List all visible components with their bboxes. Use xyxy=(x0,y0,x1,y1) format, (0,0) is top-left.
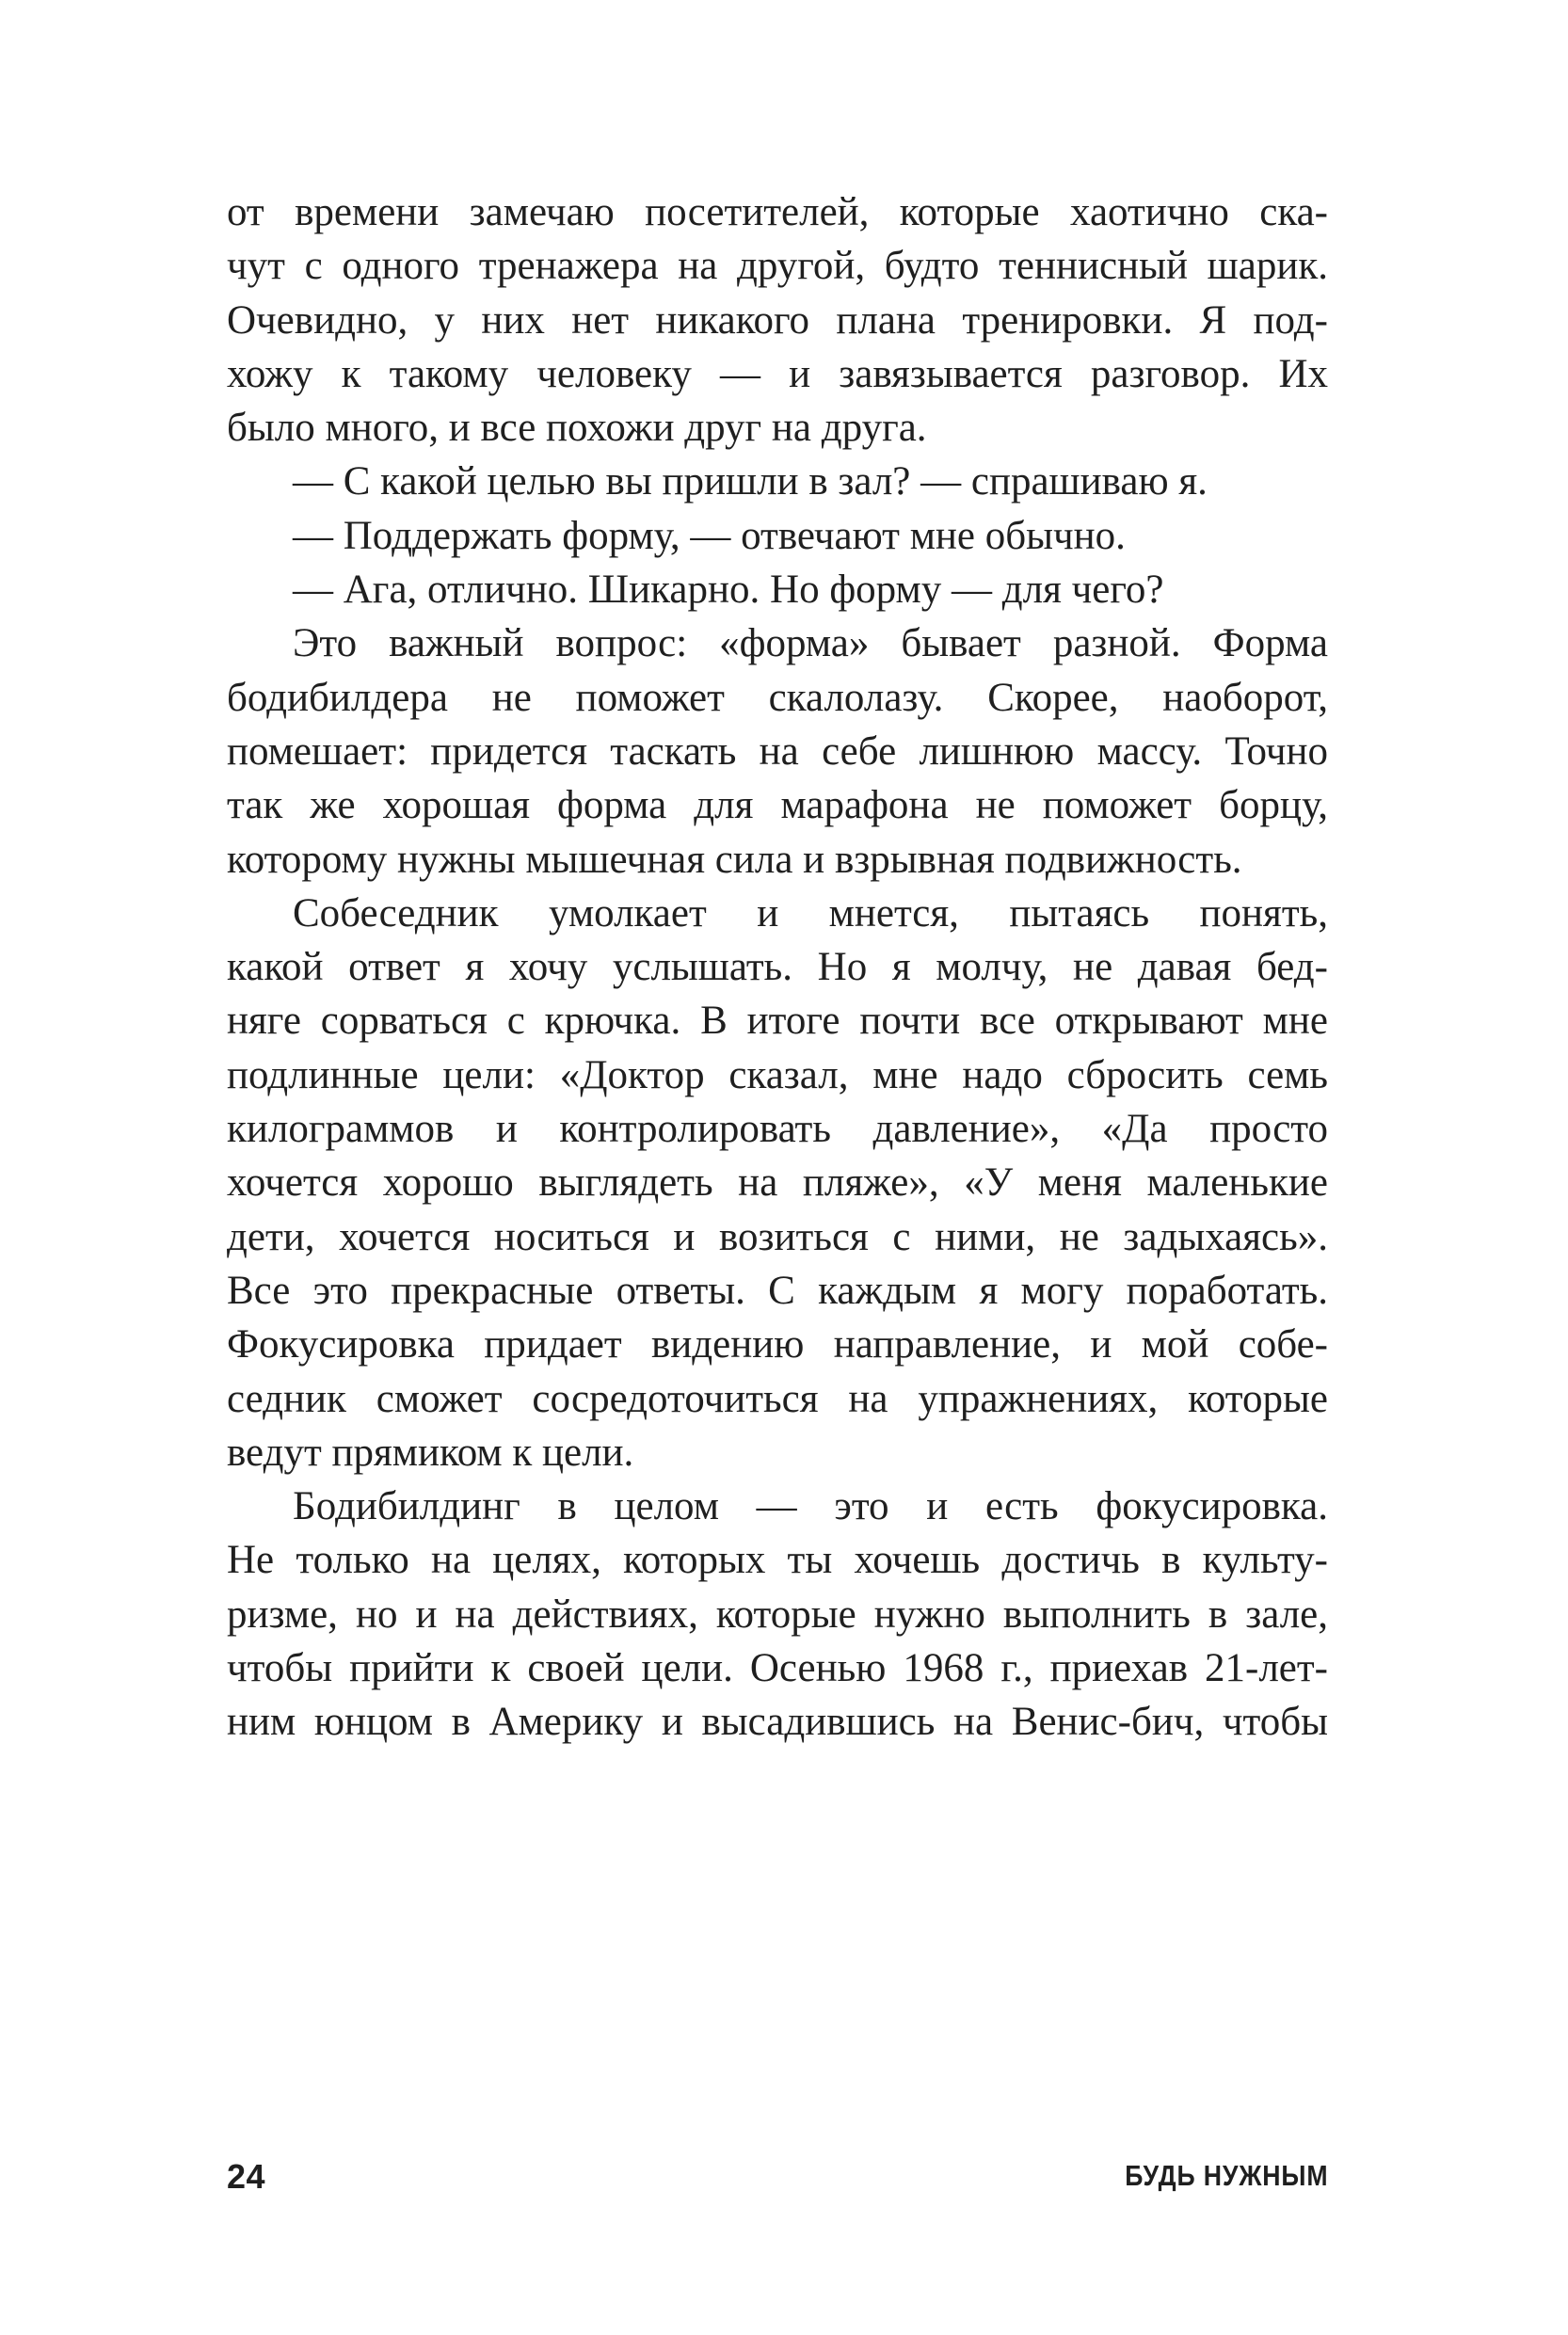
text-line: чтобы прийти к своей цели. Осенью 1968 г., приехав 21-лет- xyxy=(227,1646,1328,1691)
text-line: было много, и все похожи друг на друга. xyxy=(227,406,927,451)
text-line: ведут прямиком к цели. xyxy=(227,1430,634,1475)
text-line: какой ответ я хочу услышать. Но я молчу, не давая бед- xyxy=(227,945,1328,990)
dialogue-line: — С какой целью вы пришли в зал? — спрашиваю я. xyxy=(293,459,1208,504)
body-text xyxy=(227,185,1328,1750)
dialogue-line: — Ага, отлично. Шикарно. Но форму — для чего? xyxy=(293,568,1164,613)
text-line: няге сорваться с крючка. В итоге почти все открывают мне xyxy=(227,999,1328,1044)
page-footer xyxy=(227,2157,1328,2204)
text-line: ризме, но и на действиях, которые нужно выполнить в зале, xyxy=(227,1591,1328,1637)
text-line: Собеседник умолкает и мнется, пытаясь понять, xyxy=(293,890,1328,936)
page-number: 24 xyxy=(227,2157,266,2196)
text-line: чут с одного тренажера на другой, будто теннисный шарик. xyxy=(227,244,1328,289)
text-line: Очевидно, у них нет никакого плана тренировки. Я под- xyxy=(227,297,1328,343)
text-line: хожу к такому человеку — и завязывается разговор. Их xyxy=(227,351,1328,396)
text-line: седник сможет сосредоточиться на упражнениях, которые xyxy=(227,1376,1328,1421)
text-line: подлинные цели: «Доктор сказал, мне надо сбросить семь xyxy=(227,1052,1328,1097)
text-line: так же хорошая форма для марафона не поможет борцу, xyxy=(227,783,1328,828)
text-line: хочется хорошо выглядеть на пляже», «У меня маленькие xyxy=(227,1160,1328,1206)
text-line: Бодибилдинг в целом — это и есть фокусировка. xyxy=(293,1484,1328,1529)
text-line: килограммов и контролировать давление», «Да просто xyxy=(227,1107,1328,1152)
text-line: от времени замечаю посетителей, которые хаотично ска- xyxy=(227,190,1328,234)
running-title: БУДЬ НУЖНЫМ xyxy=(1124,2159,1328,2192)
text-line: помешает: придется таскать на себе лишнюю массу. Точно xyxy=(227,728,1328,774)
text-line: которому нужны мышечная сила и взрывная подвижность. xyxy=(227,837,1242,882)
text-line: бодибилдера не поможет скалолазу. Скорее, наоборот, xyxy=(227,675,1328,720)
text-line: дети, хочется носиться и возиться с ними, не задыхаясь». xyxy=(227,1214,1328,1259)
text-line: Фокусировка придает видению направление, и мой собе- xyxy=(227,1322,1328,1367)
text-line: ним юнцом в Америку и высадившись на Венис-бич, чтобы xyxy=(227,1700,1328,1745)
text-line: Не только на целях, которых ты хочешь достичь в культу- xyxy=(227,1538,1328,1583)
text-line: Все это прекрасные ответы. С каждым я могу поработать. xyxy=(227,1268,1328,1313)
text-line: Это важный вопрос: «форма» бывает разной. Форма xyxy=(293,621,1328,666)
dialogue-line: — Поддержать форму, — отвечают мне обычно. xyxy=(293,513,1126,558)
